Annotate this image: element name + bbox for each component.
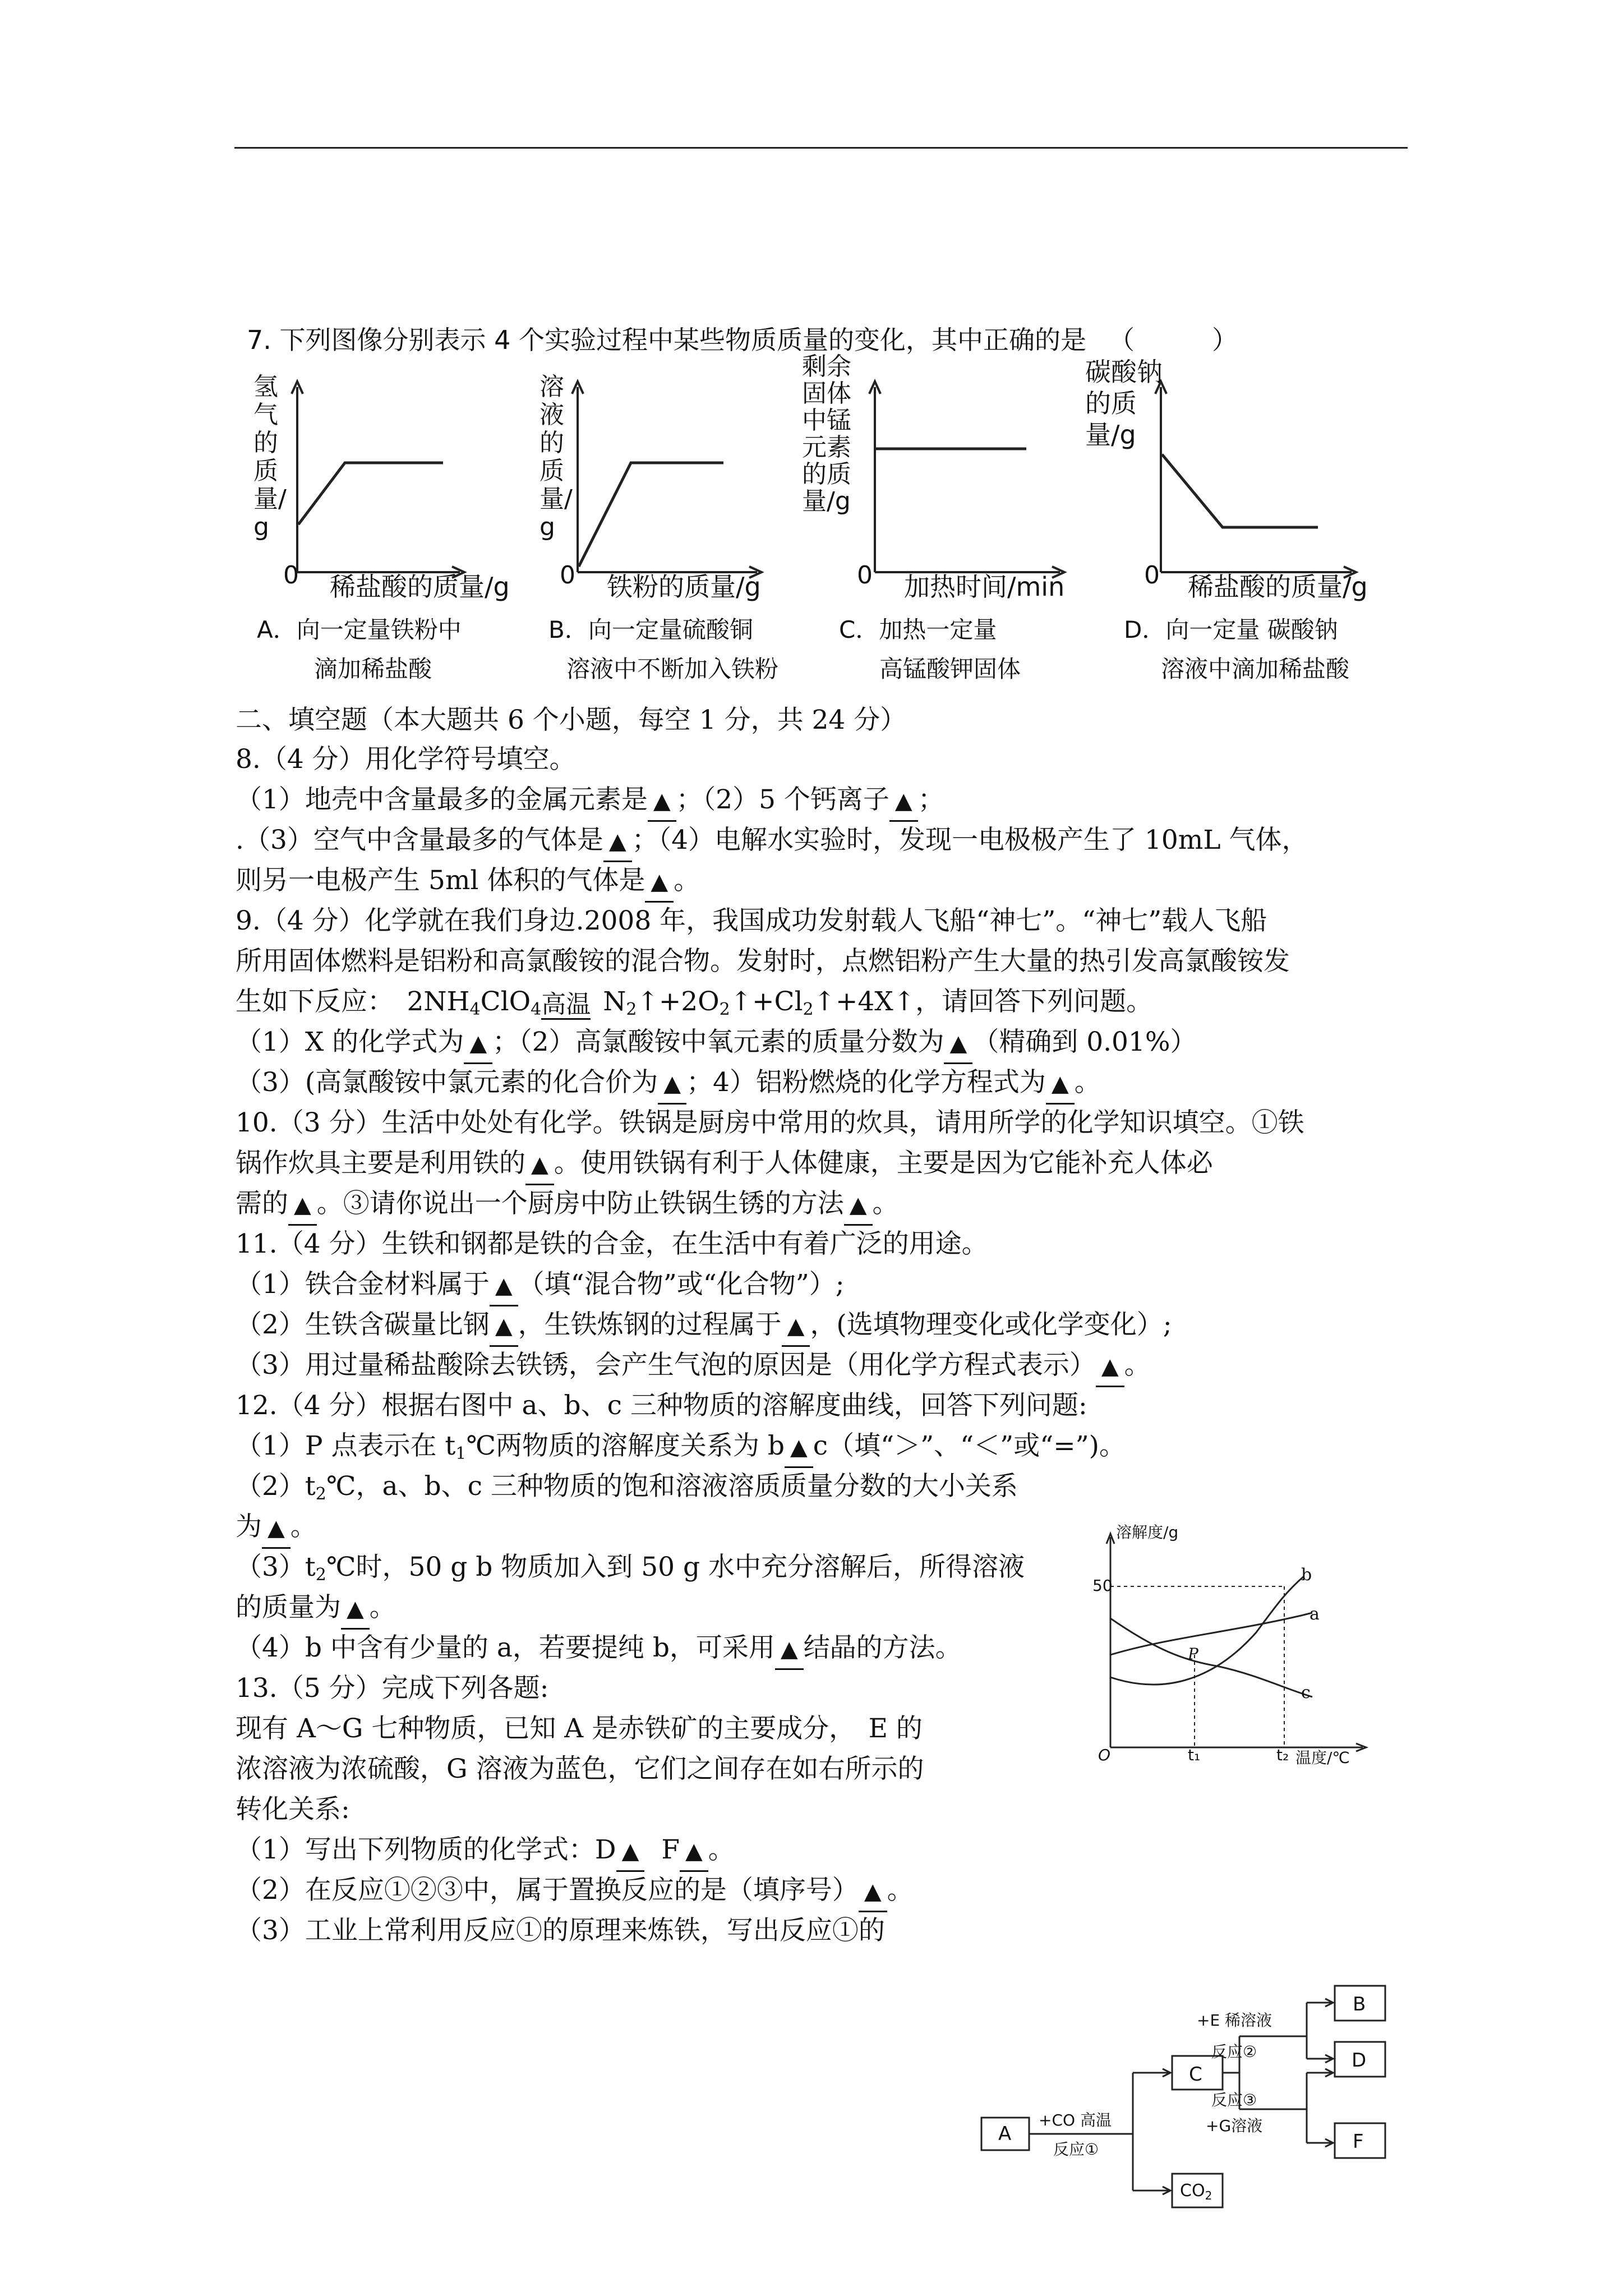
q8-line3: 则另一电极产生 5ml 体积的气体是 ▲ 。 bbox=[236, 862, 700, 903]
section-2-heading: 二、填空题（本大题共 6 个小题，每空 1 分，共 24 分） bbox=[236, 705, 907, 735]
answer-blank[interactable]: ▲ bbox=[341, 1590, 370, 1630]
q9-line5: （3）(高氯酸铵中氯元素的化合价为 ▲ ；4）铝粉燃烧的化学方程式为 ▲ 。 bbox=[236, 1064, 1101, 1105]
reaction-1-label: 反应① bbox=[1053, 2140, 1099, 2159]
graph-a-caption2: 滴加稀盐酸 bbox=[314, 655, 432, 683]
q12-line1: （1）P 点表示在 $t_1℃$两物质的溶解度关系为 b ▲ c（填“＞”、“＜”或“=”)。 bbox=[236, 1427, 1126, 1473]
q13-line6: （3）工业上常利用反应①的原理来炼铁，写出反应①的 bbox=[236, 1915, 885, 1946]
graph-b bbox=[572, 381, 762, 578]
curve-c-label: c bbox=[1301, 1683, 1311, 1703]
reaction-2-condition: +E 稀溶液 bbox=[1197, 2011, 1272, 2030]
q9-line4: （1）X 的化学式为 ▲ ；（2）高氯酸铵中氧元素的质量分数为 ▲ （精确到 0.01%） bbox=[236, 1023, 1197, 1064]
graph-b-caption1: B．向一定量硫酸铜 bbox=[548, 616, 753, 643]
q11-line3: （3）用过量稀盐酸除去铁锈，会产生气泡的原因是（用化学方程式表示） ▲ 。 bbox=[236, 1346, 1151, 1387]
solubility-ylabel: 溶解度/g bbox=[1116, 1523, 1179, 1542]
solubility-xunit: 温度/℃ bbox=[1295, 1749, 1350, 1767]
q11-head: 11.（4 分）生铁和钢都是铁的合金，在生活中有着广泛的用途。 bbox=[236, 1228, 988, 1259]
graph-a-ylabel: 氢气的质量/g bbox=[253, 372, 287, 541]
answer-blank[interactable]: ▲ bbox=[645, 863, 674, 903]
answer-blank[interactable]: ▲ bbox=[603, 822, 632, 862]
q13-line3: 转化关系: bbox=[236, 1794, 350, 1825]
q8-head: 8.（4 分）用化学符号填空。 bbox=[236, 744, 576, 775]
graph-a-caption1: A．向一定量铁粉中 bbox=[257, 616, 462, 643]
node-b: B bbox=[1353, 1993, 1366, 2016]
curve-b-label: b bbox=[1301, 1565, 1312, 1585]
answer-blank[interactable]: ▲ bbox=[775, 1630, 804, 1670]
curve-a bbox=[1110, 1613, 1312, 1655]
graph-d-caption1: D．向一定量 碳酸钠 bbox=[1124, 616, 1338, 643]
point-p-label: P bbox=[1188, 1645, 1198, 1663]
header-rule bbox=[234, 147, 1408, 149]
q9-line1: 9.（4 分）化学就在我们身边.2008 年，我国成功发射载人飞船“神七”。“神七”载人飞船 bbox=[236, 905, 1267, 936]
answer-blank[interactable]: ▲ bbox=[844, 1186, 873, 1226]
reaction-2-label: 反应② bbox=[1211, 2042, 1257, 2061]
graph-c-caption1: C．加热一定量 bbox=[839, 616, 997, 643]
q10-line2: 锅作炊具主要是利用铁的 ▲ 。使用铁锅有利于人体健康，主要是因为它能补充人体必 bbox=[236, 1144, 1213, 1185]
q8-line1: （1）地壳中含量最多的金属元素是 ▲ ；（2）5 个钙离子 ▲ ； bbox=[236, 781, 944, 822]
answer-blank[interactable]: ▲ bbox=[944, 1024, 972, 1064]
answer-blank[interactable]: ▲ bbox=[782, 1307, 810, 1347]
graph-d bbox=[1155, 381, 1356, 578]
answer-blank[interactable]: ▲ bbox=[658, 1065, 686, 1105]
graph-c-xlabel: 加热时间/min bbox=[904, 572, 1065, 602]
solubility-t2: t₂ bbox=[1276, 1746, 1289, 1764]
q9-equation: 生如下反应： $2NH_4ClO_4$ 高温 $N_2↑+2O_2↑+Cl_2↑+4X↑$，请回答下列问题。 bbox=[236, 986, 1153, 1019]
node-f: F bbox=[1353, 2131, 1364, 2153]
answer-blank[interactable]: ▲ bbox=[648, 782, 676, 822]
q10-line3: 需的 ▲ 。③请你说出一个厨房中防止铁锅生锈的方法 ▲ 。 bbox=[236, 1185, 899, 1226]
q13-head: 13.（5 分）完成下列各题: bbox=[236, 1673, 549, 1704]
curve-b bbox=[1110, 1576, 1304, 1685]
curve-a-label: a bbox=[1310, 1604, 1320, 1624]
q13-line5: （2）在反应①②③中，属于置换反应的是（填序号） ▲ 。 bbox=[236, 1871, 914, 1912]
solubility-y50: 50 bbox=[1092, 1576, 1113, 1595]
solubility-origin: O bbox=[1098, 1746, 1111, 1764]
answer-blank[interactable]: ▲ bbox=[859, 1872, 887, 1912]
q12-line2: $(2)t_2℃$，a、b、c 三种物质的饱和溶液溶质质量分数的大小关系 bbox=[236, 1471, 1018, 1504]
answer-blank[interactable]: ▲ bbox=[1096, 1347, 1124, 1387]
graph-c-ylabel: 剩余固体中锰元素的质量/g bbox=[802, 352, 851, 516]
q12-head: 12.（4 分）根据右图中 a、b、c 三种物质的溶解度曲线，回答下列问题: bbox=[236, 1390, 1087, 1421]
q11-line1: （1）铁合金材料属于 ▲ （填“混合物”或“化合物”）; bbox=[236, 1266, 845, 1306]
curve-c bbox=[1110, 1618, 1312, 1697]
graph-d-xlabel: 稀盐酸的质量/g bbox=[1188, 572, 1368, 602]
graph-a-origin: 0 bbox=[283, 561, 299, 590]
q11-line2: （2）生铁含碳量比钢 ▲ ，生铁炼钢的过程属于 ▲ ，(选填物理变化或化学变化）; bbox=[236, 1306, 1172, 1347]
answer-blank[interactable]: ▲ bbox=[262, 1509, 291, 1549]
reaction-3-condition: +G溶液 bbox=[1206, 2116, 1263, 2135]
answer-blank[interactable]: ▲ bbox=[464, 1024, 492, 1064]
graph-d-origin: 0 bbox=[1144, 561, 1160, 590]
graph-d-caption2: 溶液中滴加稀盐酸 bbox=[1161, 655, 1350, 683]
graph-b-caption2: 溶液中不断加入铁粉 bbox=[566, 655, 779, 683]
graph-c-origin: 0 bbox=[857, 561, 873, 590]
answer-blank[interactable]: ▲ bbox=[490, 1267, 518, 1306]
q12-line6: （4）b 中含有少量的 a，若要提纯 b，可采用 ▲ 结晶的方法。 bbox=[236, 1629, 962, 1670]
node-d: D bbox=[1352, 2049, 1367, 2072]
node-co2: $CO_2$ bbox=[1180, 2181, 1212, 2202]
q13-line4: （1）写出下列物质的化学式：D ▲ F ▲ 。 bbox=[236, 1831, 735, 1872]
graph-b-origin: 0 bbox=[560, 561, 575, 590]
answer-blank[interactable]: ▲ bbox=[889, 782, 918, 822]
answer-blank[interactable]: ▲ bbox=[525, 1145, 554, 1185]
answer-blank[interactable]: ▲ bbox=[785, 1428, 813, 1468]
q8-line2: .（3）空气中含量最多的气体是 ▲ ；（4）电解水实验时，发现一电极极产生了 10mL 气体， bbox=[236, 821, 1308, 862]
answer-blank[interactable]: ▲ bbox=[288, 1186, 317, 1226]
answer-blank[interactable]: ▲ bbox=[1046, 1065, 1075, 1105]
graph-c-caption2: 高锰酸钾固体 bbox=[879, 655, 1021, 683]
graph-b-ylabel: 溶液的质量/g bbox=[540, 372, 573, 541]
q12-line5: 的质量为 ▲ 。 bbox=[236, 1589, 396, 1630]
q9-line2: 所用固体燃料是铝粉和高氯酸铵的混合物。发射时，点燃铝粉产生大量的热引发高氯酸铵发 bbox=[236, 946, 1290, 977]
q13-line1: 现有 A～G 七种物质，已知 A 是赤铁矿的主要成分， E 的 bbox=[236, 1713, 923, 1744]
reaction-3-label: 反应③ bbox=[1211, 2091, 1257, 2109]
q13-line2: 浓溶液为浓硫酸，G 溶液为蓝色，它们之间存在如右所示的 bbox=[236, 1754, 924, 1784]
graph-a-xlabel: 稀盐酸的质量/g bbox=[330, 572, 510, 602]
graph-a bbox=[292, 381, 464, 578]
solubility-t1: t₁ bbox=[1188, 1746, 1201, 1764]
answer-blank[interactable]: ▲ bbox=[490, 1307, 518, 1347]
graph-c bbox=[869, 381, 1064, 578]
q7-title: 7. 下列图像分别表示 4 个实验过程中某些物质质量的变化，其中正确的是 （ ） bbox=[247, 325, 1238, 355]
q12-line4: $(3)t_2℃$时，50 g b 物质加入到 50 g 水中充分溶解后，所得溶液 bbox=[236, 1552, 1025, 1585]
graph-d-ylabel: 碳酸钠的质量/g bbox=[1085, 357, 1163, 450]
solubility-graph bbox=[1088, 1526, 1380, 1761]
q12-line3: 为 ▲ 。 bbox=[236, 1508, 317, 1549]
node-c: C bbox=[1189, 2063, 1202, 2086]
answer-blank[interactable]: ▲ bbox=[680, 1832, 708, 1872]
answer-blank[interactable]: ▲ bbox=[616, 1832, 645, 1872]
node-a: A bbox=[998, 2123, 1012, 2145]
graph-b-xlabel: 铁粉的质量/g bbox=[607, 572, 761, 602]
q10-line1: 10.（3 分）生活中处处有化学。铁锅是厨房中常用的炊具，请用所学的化学知识填空。①铁 bbox=[236, 1107, 1304, 1138]
reaction-1-condition: +CO 高温 bbox=[1039, 2111, 1112, 2129]
